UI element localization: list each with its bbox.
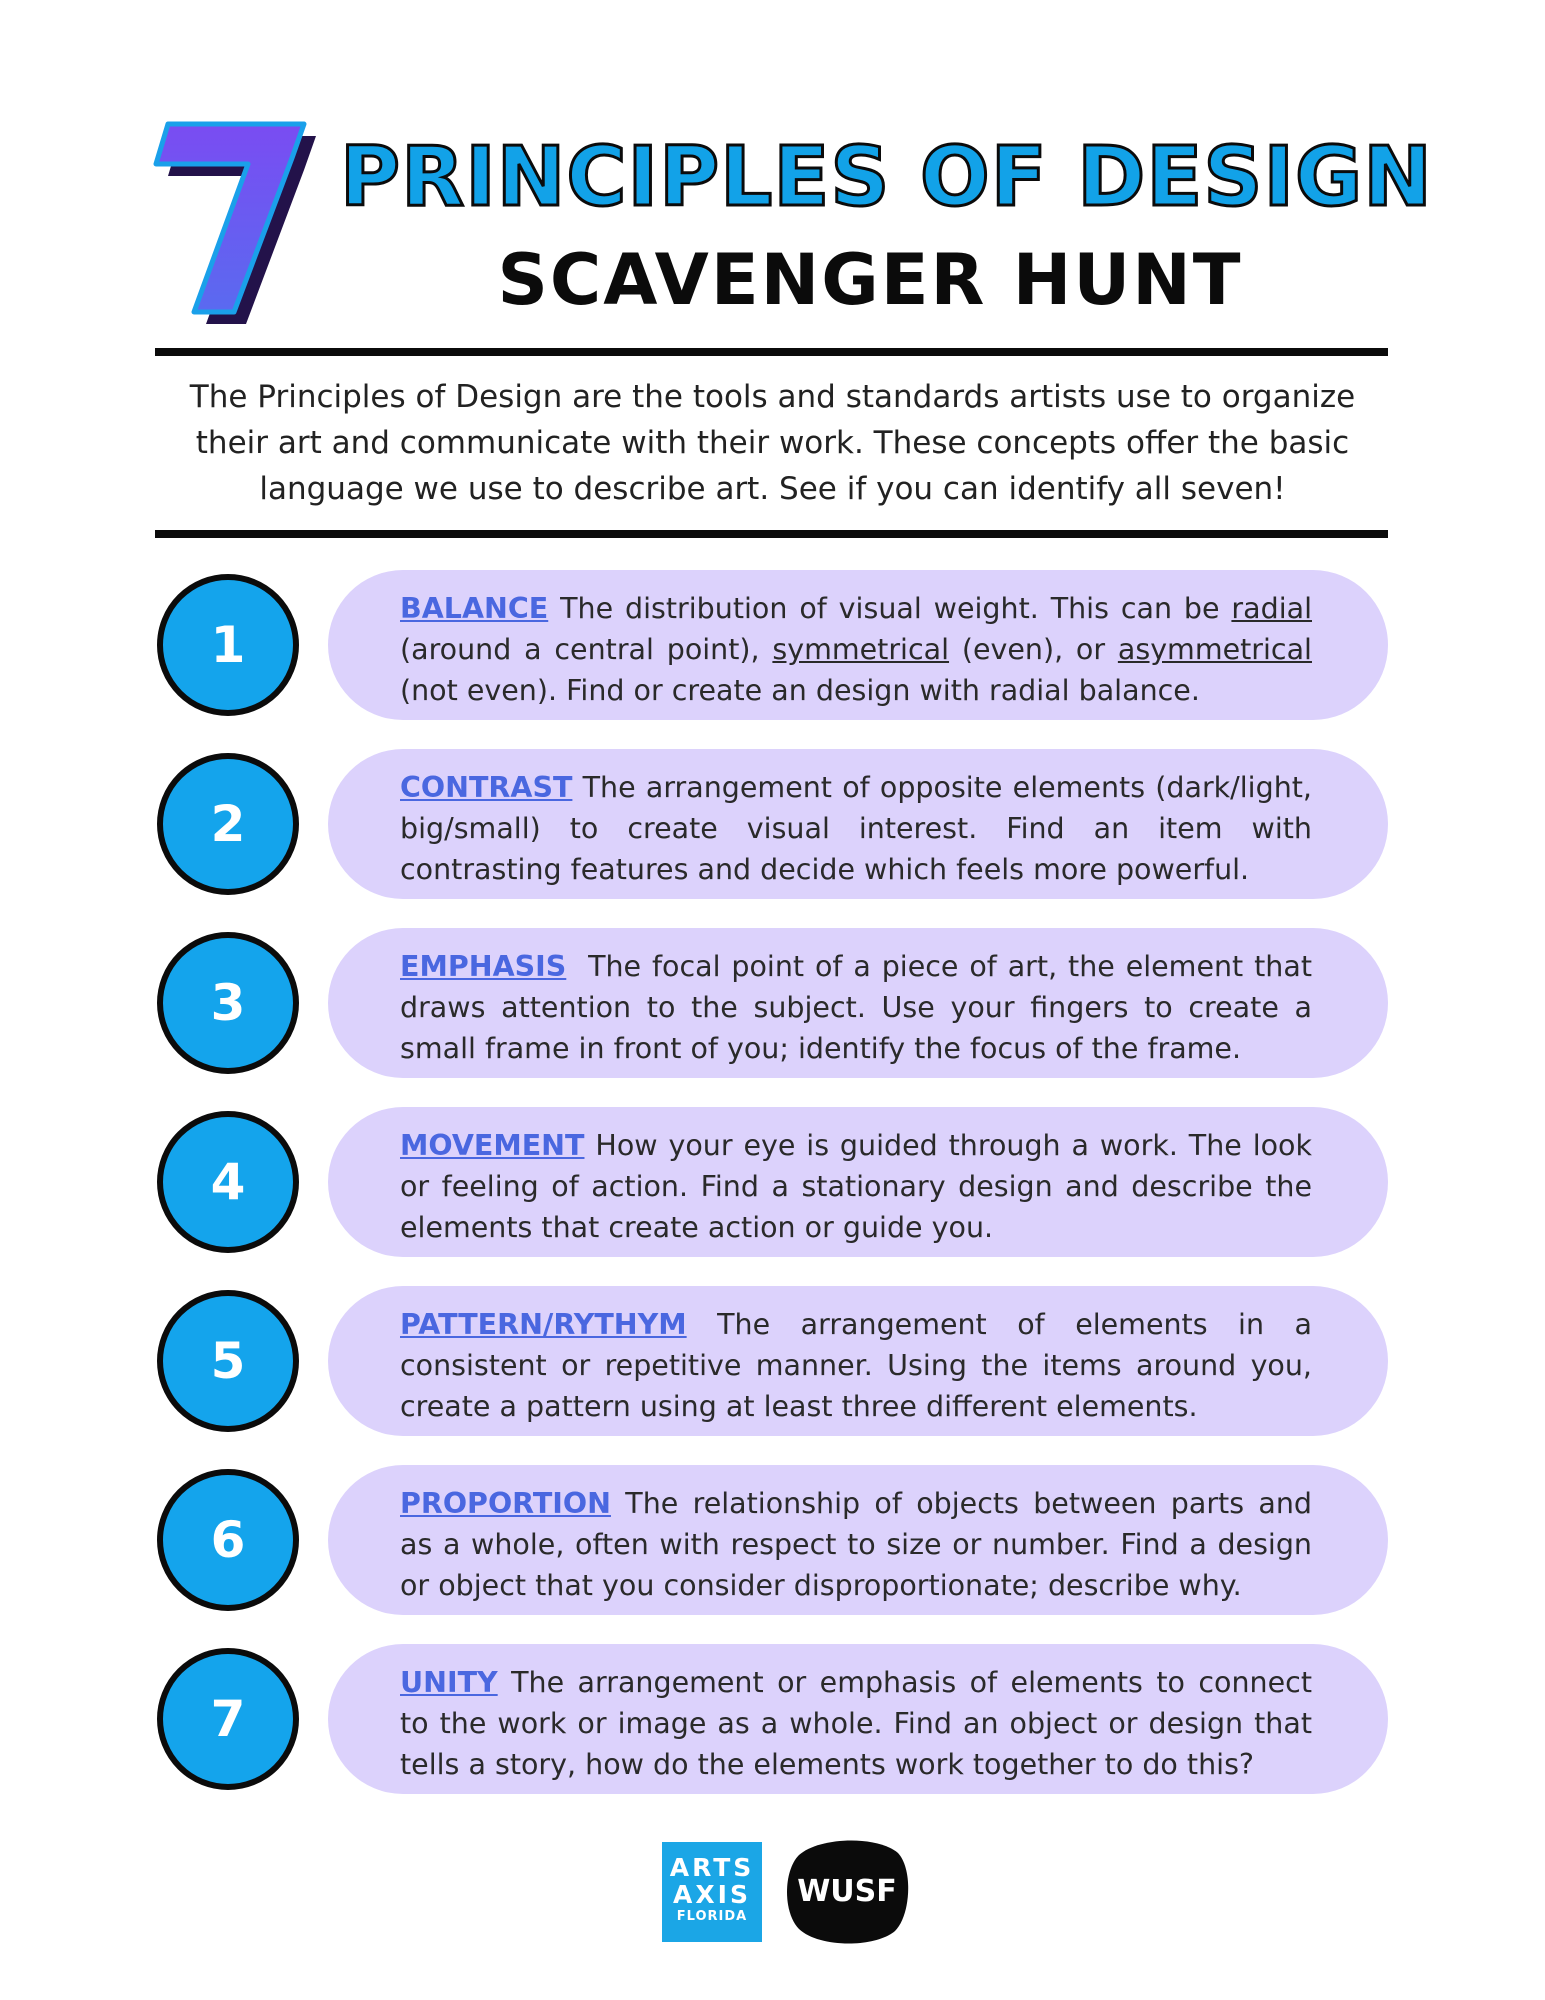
description-text: The arrangement of elements in a consistent or repetitive manner. Using the items around you, create a pattern using at least three different elements. <box>400 1308 1312 1423</box>
principle-description <box>400 588 1312 711</box>
page-subtitle: SCAVENGER HUNT <box>497 239 1243 321</box>
principle-item <box>0 1286 1545 1436</box>
description-text: The relationship of objects between parts and as a whole, often with respect to size or number. Find a design or object that you consider disproportionate; describe why. <box>400 1487 1312 1602</box>
logo-florida-text: FLORIDA <box>676 1909 748 1924</box>
radial-term: radial <box>1231 592 1312 625</box>
principle-item <box>0 928 1545 1078</box>
large-seven-graphic <box>148 120 318 330</box>
principle-card <box>328 1286 1388 1436</box>
top-divider <box>155 348 1388 356</box>
bottom-divider <box>155 530 1388 538</box>
principle-item <box>0 570 1545 720</box>
principle-term-link[interactable]: CONTRAST <box>400 771 573 804</box>
principle-description <box>400 1304 1312 1427</box>
principle-item <box>0 1465 1545 1615</box>
description-text: (even), or <box>949 633 1118 666</box>
principle-term-link[interactable]: PROPORTION <box>400 1487 611 1520</box>
logo-axis-text: AXIS <box>673 1880 751 1909</box>
number-badge: 4 <box>157 1111 299 1253</box>
principle-card <box>328 570 1388 720</box>
wusf-logo <box>785 1835 910 1947</box>
principle-card <box>328 1644 1388 1794</box>
arts-axis-florida-logo <box>662 1842 762 1942</box>
number-badge: 6 <box>157 1469 299 1611</box>
number-badge: 1 <box>157 574 299 716</box>
principle-card <box>328 928 1388 1078</box>
description-text: (not even). Find or create an design with radial balance. <box>400 674 1200 707</box>
description-text: The arrangement of opposite elements (dark/light, big/small) to create visual interest. Find an item with contrasting features and decide which feels more powerful. <box>400 771 1312 886</box>
principle-term-link[interactable]: EMPHASIS <box>400 950 567 983</box>
principle-term-link[interactable]: PATTERN/RYTHYM <box>400 1308 687 1341</box>
number-badge: 3 <box>157 932 299 1074</box>
number-badge: 2 <box>157 753 299 895</box>
description-text: The focal point of a piece of art, the element that draws attention to the subject. Use your fingers to create a small frame in front of you; identify the focus of the frame. <box>400 950 1322 1065</box>
principle-item <box>0 749 1545 899</box>
principle-card <box>328 749 1388 899</box>
wusf-logo-text: WUSF <box>797 1874 897 1909</box>
principle-item <box>0 1644 1545 1794</box>
number-badge: 7 <box>157 1648 299 1790</box>
principle-card <box>328 1465 1388 1615</box>
logo-arts-text: ARTS <box>669 1853 755 1882</box>
description-text: The arrangement or emphasis of elements to connect to the work or image as a whole. Find an object or design that tells a story, how do the elements work together to do this? <box>400 1666 1312 1781</box>
principle-description <box>400 1662 1312 1785</box>
principle-description <box>400 1483 1312 1606</box>
principle-term-link[interactable]: BALANCE <box>400 592 549 625</box>
page-title: PRINCIPLES OF DESIGN <box>340 130 1433 225</box>
description-text: (around a central point), <box>400 633 773 666</box>
principle-term-link[interactable]: MOVEMENT <box>400 1129 585 1162</box>
asymmetrical-term: asymmetrical <box>1117 633 1312 666</box>
description-text: The distribution of visual weight. This can be <box>548 592 1232 625</box>
principle-description <box>400 767 1312 890</box>
principle-term-link[interactable]: UNITY <box>400 1666 498 1699</box>
principle-item <box>0 1107 1545 1257</box>
principle-card <box>328 1107 1388 1257</box>
number-badge: 5 <box>157 1290 299 1432</box>
description-text: How your eye is guided through a work. The look or feeling of action. Find a stationary design and describe the elements that create action or guide you. <box>400 1129 1312 1244</box>
principle-description <box>400 946 1322 1069</box>
symmetrical-term: symmetrical <box>772 633 950 666</box>
principle-description <box>400 1125 1312 1248</box>
intro-paragraph: The Principles of Design are the tools and standards artists use to organize their art and communicate with their work. These concepts offer the basic language we use to describe art. See if you can identify all seven! <box>189 379 1356 507</box>
